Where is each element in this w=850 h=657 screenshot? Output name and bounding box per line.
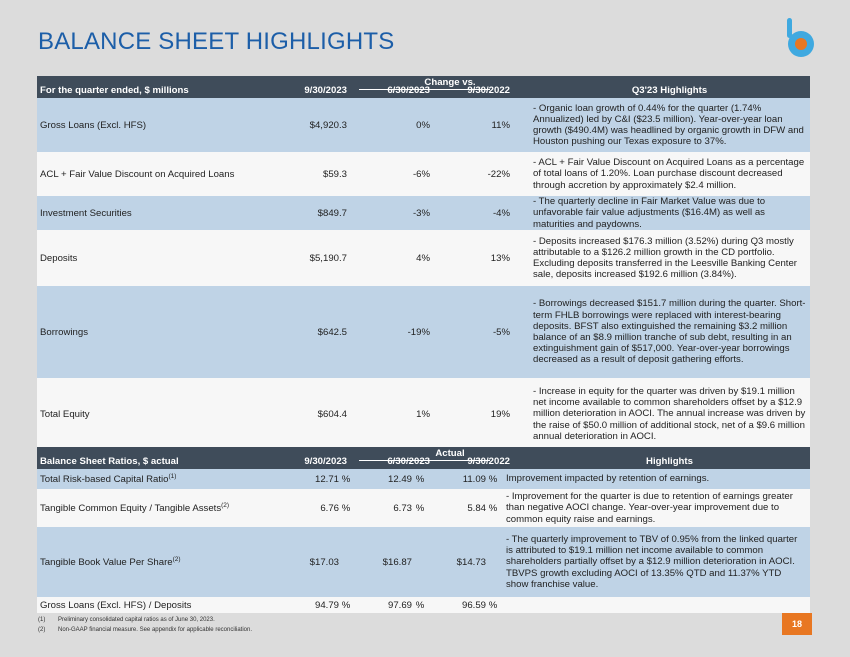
pct-sign: % xyxy=(415,599,425,611)
row-change-y: -22% xyxy=(487,168,510,180)
row-note: - The quarterly improvement to TBV of 0.95% from the linked quarter is attributed to $19.1 million net income available to common shareholders partially offset by a $12.9 million deterioration in AOCI. TBVPS growth excluding AOCI of 13.35% QTD and 11.37% YTD show franchise value. xyxy=(506,533,798,590)
row-change-q: -6% xyxy=(412,168,430,180)
table-row xyxy=(37,597,810,613)
balance-table xyxy=(37,76,810,450)
row-change-y: -5% xyxy=(492,326,510,338)
row-value: $849.7 xyxy=(317,207,347,219)
row-note: Improvement impacted by retention of earnings. xyxy=(506,473,710,485)
footnote-text: Non-GAAP financial measure. See appendix for applicable reconciliation. xyxy=(58,627,253,633)
row-change-q: 1% xyxy=(416,408,430,420)
col-header-prior-y: 9/30/2022 xyxy=(467,84,510,96)
row-change-y: 11% xyxy=(491,119,510,131)
pct-sign: % xyxy=(415,502,425,514)
row-change-q: 0% xyxy=(416,119,430,131)
footnote-ref: (2) xyxy=(172,555,181,563)
company-logo xyxy=(783,16,819,60)
row-label: ACL + Fair Value Discount on Acquired Loans xyxy=(40,168,235,180)
pct-sign: % xyxy=(488,473,498,485)
col-header-highlights: Highlights xyxy=(646,455,693,467)
row-change-y: 19% xyxy=(490,408,510,420)
row-label xyxy=(37,599,277,611)
table-row xyxy=(37,196,810,230)
row-change-q: -3% xyxy=(412,207,430,219)
row-value: $59.3 xyxy=(322,168,347,180)
row-label: Deposits xyxy=(40,252,78,264)
row-value-current: 94.79 xyxy=(314,599,339,611)
row-note: - Deposits increased $176.3 million (3.52%) during Q3 mostly attributable to a $126.2 million growth in the CD portfolio. Excluding deposits transferred in the Leesville Banking Center sale, deposits increased $192.6 million (3.84%). xyxy=(533,235,797,281)
col-header-current: 9/30/2023 xyxy=(304,455,347,467)
row-note: - Improvement for the quarter is due to retention of earnings greater than negative AOCI change. Year-over-year improvement due to common equity raise and earnings. xyxy=(506,491,793,525)
table-row xyxy=(37,230,810,286)
table-row xyxy=(37,152,810,196)
change-group-label: Change vs. xyxy=(424,77,476,88)
row-value-prior-y: 96.59 xyxy=(461,599,486,611)
row-change-y: 13% xyxy=(490,252,510,264)
row-label xyxy=(37,556,277,568)
col-header-metric: Balance Sheet Ratios, $ actual xyxy=(40,455,179,467)
col-header-prior-q: 6/30/2023 xyxy=(387,84,430,96)
row-change-q: -19% xyxy=(407,326,430,338)
table-row xyxy=(37,469,810,489)
row-value-prior-y: $14.73 xyxy=(456,556,486,568)
row-value-current: $17.03 xyxy=(309,556,339,568)
row-label-text: Tangible Common Equity / Tangible Assets xyxy=(40,503,222,515)
footnote-ref: (1) xyxy=(168,472,177,480)
footnote xyxy=(38,627,252,633)
row-label-text: Tangible Book Value Per Share xyxy=(40,557,173,569)
row-value: $4,920.3 xyxy=(309,119,347,131)
row-value-current: 6.76 xyxy=(320,502,339,514)
balance-table-header xyxy=(37,76,810,98)
row-value-prior-y: 5.84 xyxy=(467,502,486,514)
col-header-current: 9/30/2023 xyxy=(304,84,347,96)
table-row xyxy=(37,489,810,527)
row-label-text: Gross Loans (Excl. HFS) / Deposits xyxy=(40,600,192,612)
pct-sign: % xyxy=(488,502,498,514)
row-note: - Borrowings decreased $151.7 million during the quarter. Short-term FHLB borrowings were replaced with interest-bearing deposits. BFST also extinguished the remaining $3.2 million balance of an $8.9 million tranche of sub debt, resulting in an extinguishment gain of $517,000. Year-over-year borrowings decreased as a result of deposit gathering efforts. xyxy=(533,298,806,366)
footnote-text: Preliminary consolidated capital ratios as of June 30, 2023. xyxy=(58,617,215,623)
row-label: Total Equity xyxy=(40,408,90,420)
col-header-prior-q: 6/30/2023 xyxy=(387,455,430,467)
table-row xyxy=(37,527,810,597)
row-value-prior-q: 6.73 xyxy=(393,502,412,514)
row-value-prior-q: 97.69 xyxy=(387,599,412,611)
row-note: - The quarterly decline in Fair Market Value was due to unfavorable fair value adjustments ($16.4M) as well as maturities and paydowns. xyxy=(533,196,766,230)
row-change-q: 4% xyxy=(416,252,430,264)
col-header-prior-y: 9/30/2022 xyxy=(467,455,510,467)
row-note: - Increase in equity for the quarter was driven by $19.1 million net income available to common shareholders offset by a $12.9 million deterioration in AOCI. The annual increase was driven by the raise of $50.0 million of additional stock, net of a $9.6 million annual deterioration in AOCI. xyxy=(533,385,806,442)
row-label: Gross Loans (Excl. HFS) xyxy=(40,119,147,131)
table-row xyxy=(37,286,810,378)
pct-sign: % xyxy=(341,502,351,514)
row-note: - ACL + Fair Value Discount on Acquired Loans as a percentage of total loans of 1.20%. Loan purchase discount decreased through accretion by approximately $2.4 million. xyxy=(533,157,805,191)
row-label: Borrowings xyxy=(40,326,88,338)
row-value-prior-q: 12.49 xyxy=(387,473,412,485)
row-value: $642.5 xyxy=(317,326,347,338)
page-number: 18 xyxy=(782,613,812,635)
footnote-ref: (2) xyxy=(221,501,230,509)
row-label-text: Total Risk-based Capital Ratio xyxy=(40,474,169,486)
table-row xyxy=(37,378,810,450)
row-value-prior-y: 11.09 xyxy=(462,473,486,485)
row-value: $604.4 xyxy=(317,408,347,420)
pct-sign: % xyxy=(415,473,425,485)
row-change-y: -4% xyxy=(492,207,510,219)
actual-group-label: Actual xyxy=(435,448,465,459)
footnote xyxy=(38,617,215,623)
row-value-prior-q: $16.87 xyxy=(382,556,412,568)
row-value-current: 12.71 xyxy=(314,473,339,485)
footnote-number: (2) xyxy=(38,627,46,633)
pct-sign: % xyxy=(488,599,498,611)
row-label: Investment Securities xyxy=(40,207,132,219)
row-value: $5,190.7 xyxy=(309,252,347,264)
pct-sign: % xyxy=(341,473,351,485)
col-header-highlights: Q3'23 Highlights xyxy=(631,84,708,96)
row-note: - Organic loan growth of 0.44% for the quarter (1.74% Annualized) led by C&I ($23.5 million). Year-over-year loan growth ($490.4M) was headlined by organic growth in DFW and Houston pushing our Texas exposure to 37%. xyxy=(533,102,804,148)
row-label xyxy=(37,502,277,514)
table-row xyxy=(37,98,810,152)
ratios-table xyxy=(37,447,810,613)
pct-sign: % xyxy=(341,599,351,611)
row-label xyxy=(37,473,277,485)
ratios-table-header xyxy=(37,447,810,469)
footnote-number: (1) xyxy=(38,617,46,623)
col-header-metric: For the quarter ended, $ millions xyxy=(40,84,189,96)
page-title: BALANCE SHEET HIGHLIGHTS xyxy=(38,28,395,55)
